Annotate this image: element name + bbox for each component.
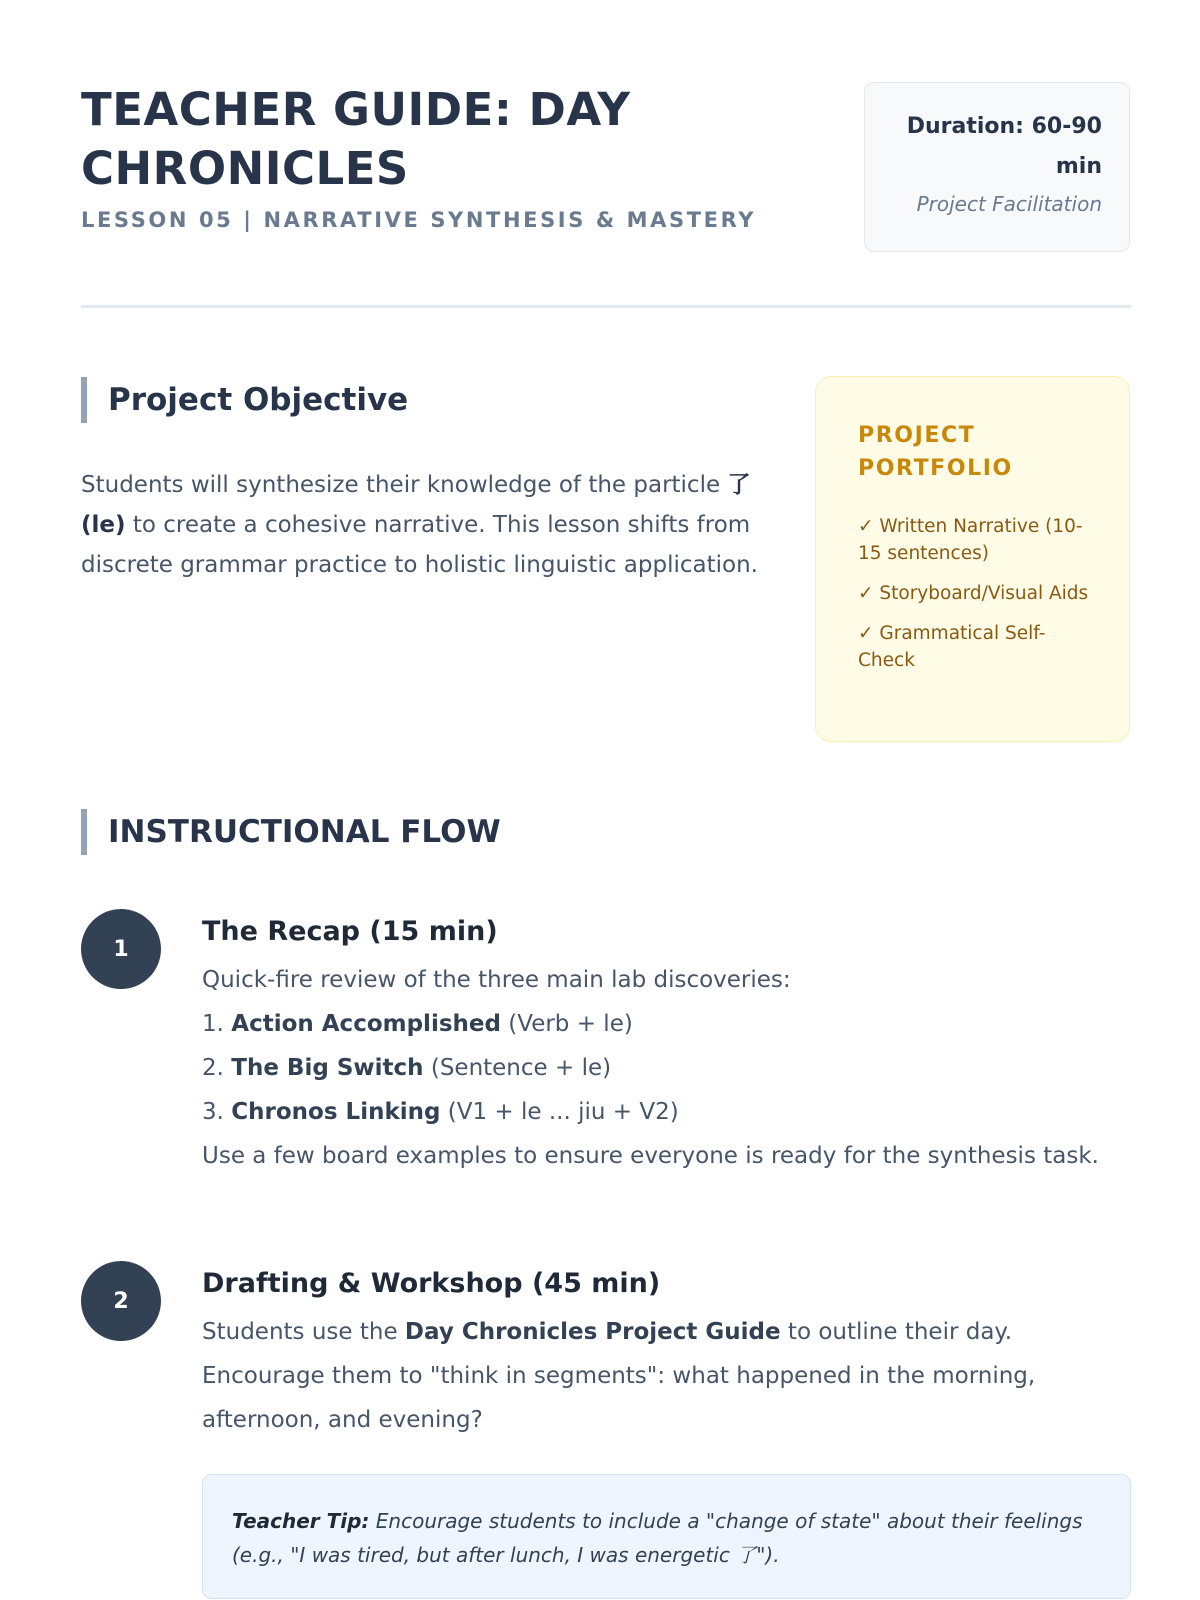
step-title: Drafting & Workshop (45 min) [202,1268,661,1299]
step-description [202,1310,1131,1442]
portfolio-list [858,513,1097,674]
list-item-label: Action Accomplished [231,1011,501,1037]
objective-text-end: to create a cohesive narrative. This lesson shifts from discrete grammar practice to holistic linguistic application. [81,512,758,578]
step-text-end: to outline their day. Encourage them to "think in segments": what happened in the morning, afternoon, and evening? [202,1319,1036,1433]
portfolio-title: PROJECT PORTFOLIO [858,423,1013,481]
list-item [202,1090,1131,1134]
list-item-label: The Big Switch [231,1055,424,1081]
step-text-start: Students use the [202,1319,405,1345]
duration-label: Duration: 60-90 min [906,114,1102,179]
tip-label: Teacher Tip: [232,1509,370,1533]
portfolio-item: ✓ Written Narrative (10-15 sentences) [858,516,1083,564]
objective-text-start: Students will synthesize their knowledge of the particle [81,472,728,498]
objective-heading: Project Objective [81,377,408,423]
duration-note: Project Facilitation [916,192,1102,216]
list-item [202,1002,1131,1046]
tip-text: Encourage students to include a "change of state" about their feelings (e.g., "I was tired, but after lunch, I was energetic 了"). [232,1509,1083,1567]
list-item [202,1046,1131,1090]
header-divider [81,305,1131,308]
objective-text [81,465,781,585]
duration-card [864,82,1130,252]
particle-term: 了 (le) [81,472,751,538]
page-title: TEACHER GUIDE: DAY CHRONICLES [81,83,631,195]
portfolio-item: ✓ Storyboard/Visual Aids [858,583,1089,604]
step-number-badge: 1 [81,909,161,989]
portfolio-item: ✓ Grammatical Self-Check [858,623,1046,671]
step-number-badge: 2 [81,1261,161,1341]
flow-heading: INSTRUCTIONAL FLOW [81,809,501,855]
list-item-detail: (V1 + le ... jiu + V2) [440,1099,679,1125]
lesson-subtitle: LESSON 05 | NARRATIVE SYNTHESIS & MASTERY [81,208,757,232]
step-title: The Recap (15 min) [202,916,498,947]
step-outro: Use a few board examples to ensure everyone is ready for the synthesis task. [202,1143,1099,1169]
step-body [202,1261,1131,1442]
project-guide-name: Day Chronicles Project Guide [404,1319,781,1345]
teacher-tip-callout [202,1474,1131,1599]
list-item-prefix: 1. [202,1011,232,1037]
list-item-detail: (Verb + le) [500,1011,633,1037]
header [81,80,1131,256]
step-intro: Quick-fire review of the three main lab discoveries: [202,967,791,993]
list-item-prefix: 3. [202,1099,232,1125]
step-body [202,909,1131,1178]
portfolio-card [815,376,1130,742]
list-item-label: Chronos Linking [231,1099,441,1125]
list-item-detail: (Sentence + le) [423,1055,612,1081]
list-item-prefix: 2. [202,1055,232,1081]
